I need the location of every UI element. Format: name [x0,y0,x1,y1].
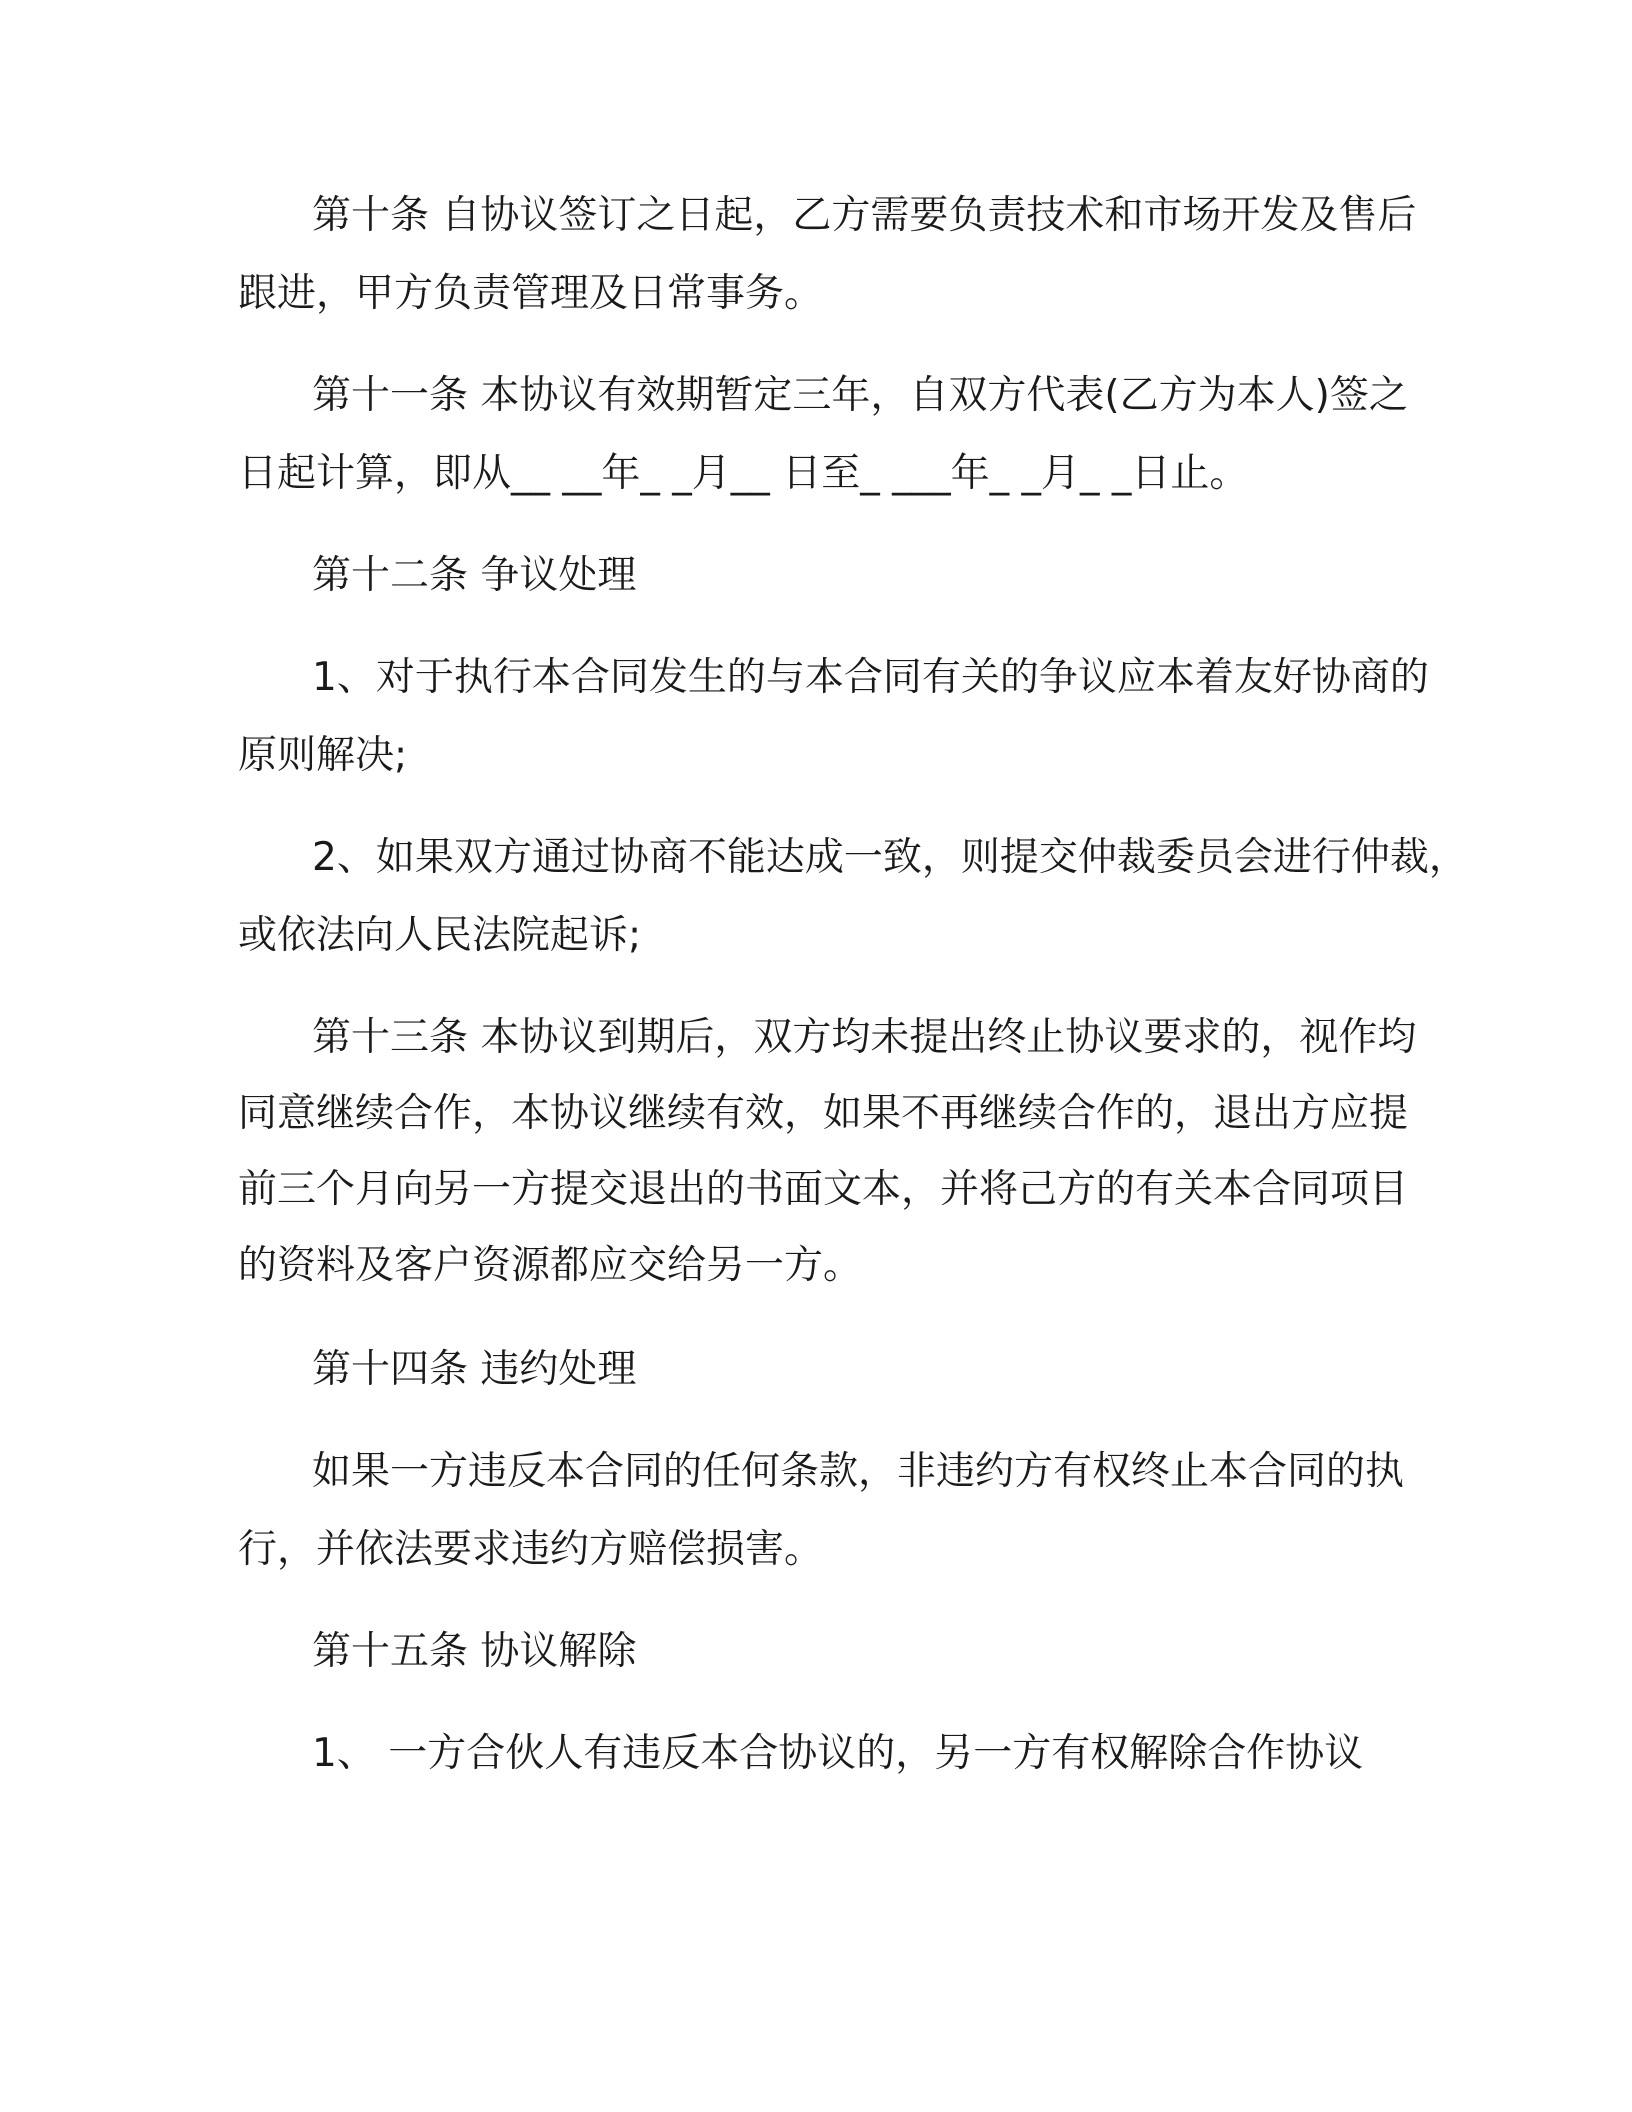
article-12-item-2-line-1: 2、如果双方通过协商不能达成一致，则提交仲裁委员会进行仲裁， [312,835,1468,880]
article-10-line-1: 第十条 自协议签订之日起，乙方需要负责技术和市场开发及售后 [312,193,1417,238]
article-11-line-1: 第十一条 本协议有效期暂定三年，自双方代表(乙方为本人)签之 [312,373,1408,418]
article-15-heading: 第十五条 协议解除 [312,1629,637,1674]
article-13-line-3: 前三个月向另一方提交退出的书面文本，并将己方的有关本合同项目 [238,1167,1409,1212]
article-12-item-1-line-1: 1、对于执行本合同发生的与本合同有关的争议应本着友好协商的 [312,655,1429,700]
article-14-body-line-1: 如果一方违反本合同的任何条款，非违约方有权终止本合同的执 [312,1449,1405,1494]
article-10-line-2: 跟进，甲方负责管理及日常事务。 [238,271,824,316]
article-12-heading: 第十二条 争议处理 [312,553,637,598]
article-13-line-2: 同意继续合作，本协议继续有效，如果不再继续合作的，退出方应提 [238,1091,1409,1136]
article-13-line-4: 的资料及客户资源都应交给另一方。 [238,1243,863,1288]
article-12-item-1-line-2: 原则解决; [238,733,408,778]
article-14-heading: 第十四条 违约处理 [312,1347,637,1392]
article-14-body-line-2: 行，并依法要求违约方赔偿损害。 [238,1527,824,1572]
article-11-line-2: 日起计算，即从__ __年_ _月__ 日至_ ___年_ _月_ _日止。 [238,451,1249,496]
article-13-line-1: 第十三条 本协议到期后，双方均未提出终止协议要求的，视作均 [312,1015,1417,1060]
article-15-item-1: 1、 一方合伙人有违反本合协议的，另一方有权解除合作协议 [312,1731,1364,1776]
article-12-item-2-line-2: 或依法向人民法院起诉; [238,913,642,958]
